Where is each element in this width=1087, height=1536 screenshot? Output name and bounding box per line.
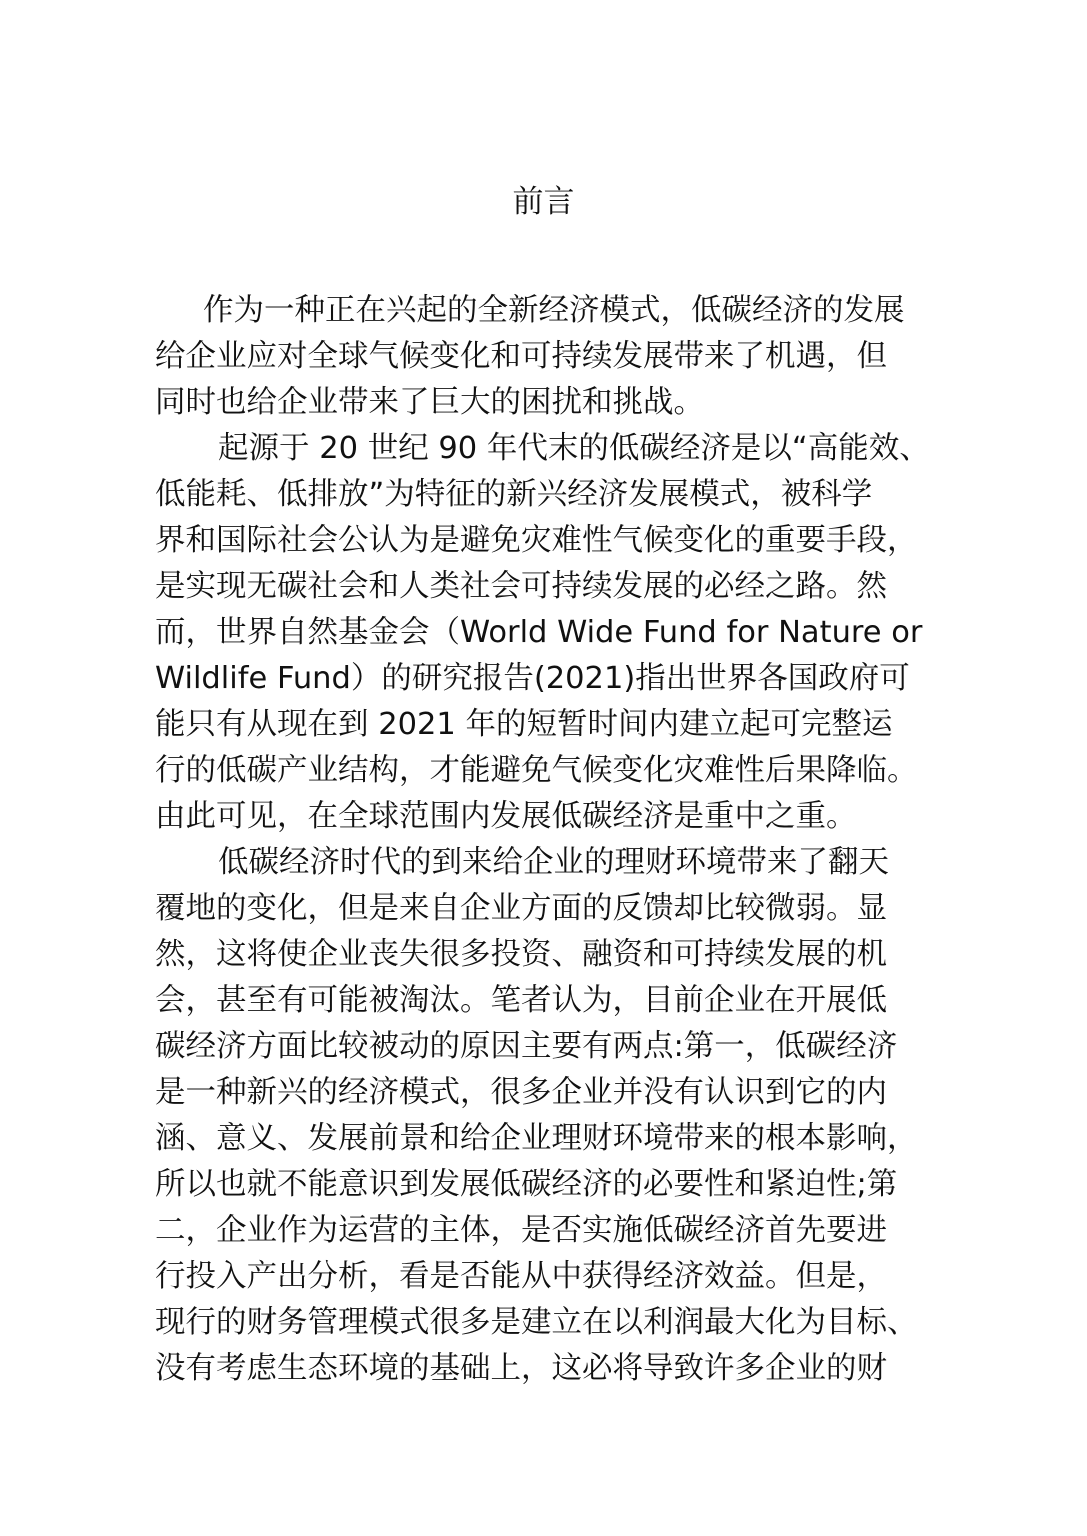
text-line: 界和国际社会公认为是避免灾难性气候变化的重要手段， [155,523,918,558]
text-line: 会，甚至有可能被淘汰。笔者认为，目前企业在开展低 [155,983,887,1018]
page-title: 前言 [512,184,575,220]
text-line: 由此可见，在全球范围内发展低碳经济是重中之重。 [155,799,857,834]
text-line: 是一种新兴的经济模式，很多企业并没有认识到它的内 [155,1075,887,1110]
text-line: 行的低碳产业结构，才能避免气候变化灾难性后果降临。 [155,753,918,788]
text-line: 同时也给企业带来了巨大的困扰和挑战。 [155,385,704,420]
text-line: 现行的财务管理模式很多是建立在以利润最大化为目标、 [155,1305,918,1340]
text-line: 覆地的变化，但是来自企业方面的反馈却比较微弱。显 [155,891,887,926]
text-line: 是实现无碳社会和人类社会可持续发展的必经之路。然 [155,569,887,604]
text-line: 所以也就不能意识到发展低碳经济的必要性和紧迫性;第 [155,1167,898,1202]
text-line: 低碳经济时代的到来给企业的理财环境带来了翻天 [218,845,889,880]
text-line: 碳经济方面比较被动的原因主要有两点:第一，低碳经济 [155,1029,898,1064]
text-line: 起源于 20 世纪 90 年代末的低碳经济是以“高能效、 [218,431,930,466]
text-line: 没有考虑生态环境的基础上，这必将导致许多企业的财 [155,1351,887,1386]
text-line: 然，这将使企业丧失很多投资、融资和可持续发展的机 [155,937,887,972]
text-line: 行投入产出分析，看是否能从中获得经济效益。但是， [155,1259,887,1294]
text-line: 而，世界自然基金会（World Wide Fund for Nature or [155,615,923,650]
text-line: Wildlife Fund）的研究报告(2021)指出世界各国政府可 [155,661,910,696]
text-line: 作为一种正在兴起的全新经济模式，低碳经济的发展 [203,293,905,328]
text-line: 给企业应对全球气候变化和可持续发展带来了机遇，但 [155,339,887,374]
text-line: 低能耗、低排放”为特征的新兴经济发展模式，被科学 [155,477,873,512]
text-line: 二，企业作为运营的主体，是否实施低碳经济首先要进 [155,1213,887,1248]
text-line: 能只有从现在到 2021 年的短暂时间内建立起可完整运 [155,707,893,742]
text-line: 涵、意义、发展前景和给企业理财环境带来的根本影响， [155,1121,918,1156]
